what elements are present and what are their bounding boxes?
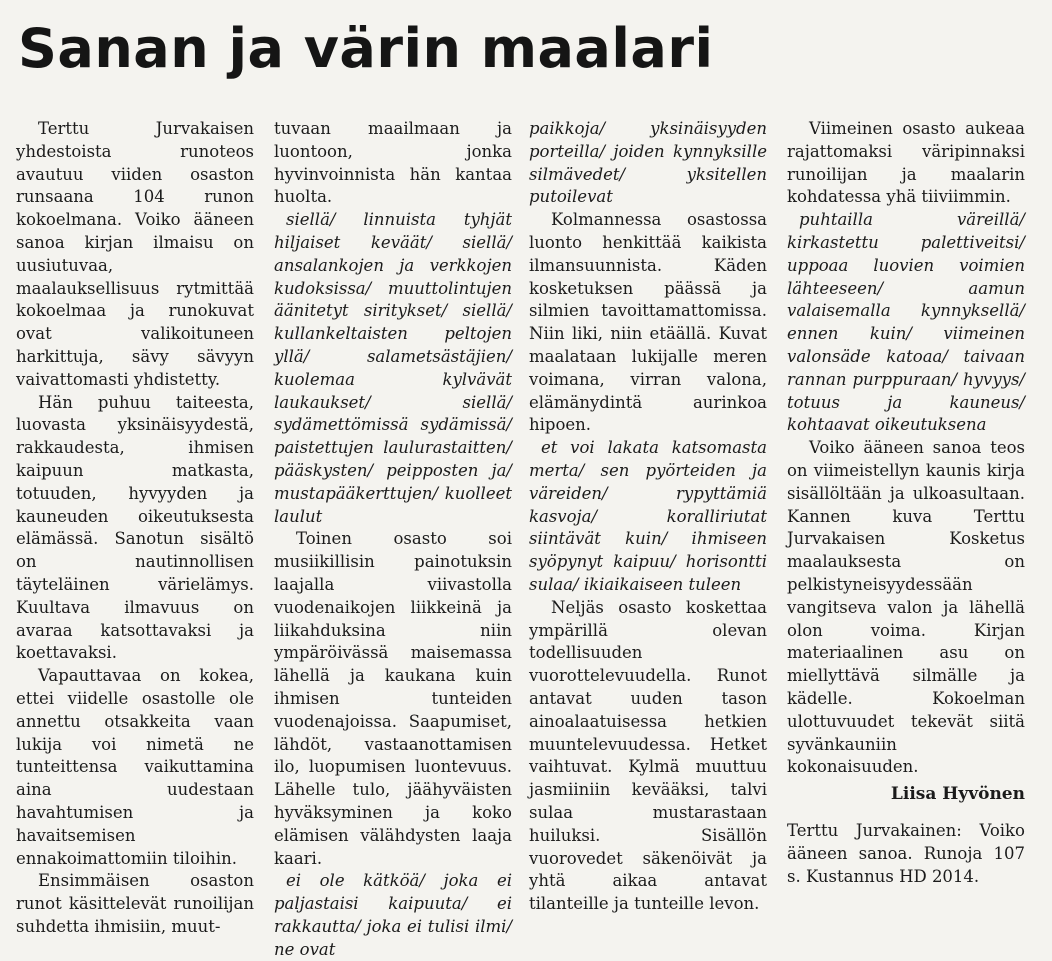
paragraph: Viimeinen osasto aukeaa rajattomaksi väripinnaksi runoilijan ja maalarin kohdatessa yhä tiiviimmin. [787, 119, 1025, 207]
paragraph: Vapauttavaa on kokea, ettei viidelle osastolle ole annettu otsakkeita vaan lukija voi nimetä ne tunteittensa vaikuttamina aina uudestaan havahtumisen ja havaitsemisen ennakoimattomiin tiloihin. [16, 666, 254, 868]
book-info: Terttu Jurvakainen: Voiko ääneen sanoa. Runoja 107 s. Kustannus HD 2014. [787, 820, 1025, 886]
paragraph: Neljäs osasto koskettaa ympärillä olevan todellisuuden vuorottelevuudella. Runot antavat uuden tason ainoalaatuisessa hetkien muuntelevuudessa. Hetket vaihtuvat. Kylmä muuttuu jasmiiniin kevääksi, talvi sulaa mustarastaan huiluksi. Sisällön vuorovedet säkenöivät ja yhtä aikaa antavat tilanteille ja tunteille levon. [529, 597, 767, 914]
paragraph: Kolmannessa osastossa luonto henkittää kaikista ilmansuunnista. Käden kosketuksen päässä ja silmien tavoittamattomissa. Niin liki, niin etäällä. Kuvat maalataan lukijalle meren voimana, virran valona, elämänydintä aurinkoa hipoen. [529, 210, 767, 435]
article-headline: Sanan ja värin maalari [18, 17, 714, 80]
paragraph: Voiko ääneen sanoa teos on viimeistellyn kaunis kirja sisällöltään ja ulkoasultaan. Kannen kuva Terttu Jurvakaisen Kosketus maalauksesta on pelkistyneisyydessään vangitseva valon ja lähellä olon voima. Kirjan materiaalinen asu on miellyttävä silmälle ja kädelle. Kokoelman ulottuvuudet tekevät siitä syvänkauniin kokonaisuuden. [787, 438, 1025, 777]
poem-excerpt: et voi lakata katsomasta merta/ sen pyörteiden ja väreiden/ rypyttämiä kasvoja/ koralliriutat siintävät kuin/ ihmiseen syöpynyt kaipuu/ horisontti sulaa/ ikiaikaiseen tuleen [529, 438, 767, 594]
paragraph: Hän puhuu taiteesta, luovasta yksinäisyydestä, rakkaudesta, ihmisen kaipuun matkasta, totuuden, hyvyyden ja kauneuden oikeutuksesta elämässä. Sanotun sisältö on nautinnollisen täyteläinen värielämys. Kuultava ilmavuus on avaraa katsottavaksi ja koettavaksi. [16, 392, 254, 663]
author-byline: Liisa Hyvönen [890, 784, 1025, 805]
column-3 [529, 118, 767, 916]
poem-excerpt: siellä/ linnuista tyhjät hiljaiset keväät/ siellä/ ansalankojen ja verkkojen kudoksissa/ muuttolintujen äänitetyt siritykset/ siellä/ kullankeltaisten peltojen yllä/ salametsästäjien/ kuolemaa kylvävät laukaukset/ siellä/ sydämettömissä sydämissä/ paistettujen laulurastaitten/ pääskysten/ peipposten ja/ mustapääkerttujen/ kuolleet laulut [274, 210, 512, 526]
paragraph: Terttu Jurvakaisen yhdestoista runoteos avautuu viiden osaston runsaana 104 runon kokoelmana. Voiko ääneen sanoa kirjan ilmaisu on uusiutuvaa, maalauksellisuus rytmittää kokoelmaa ja runokuvat ovat valikoituneen harkittuja, sävy sävyyn vaivattomasti yhdistetty. [16, 119, 254, 389]
poem-excerpt: paikkoja/ yksinäisyyden porteilla/ joiden kynnyksille silmävedet/ yksitellen putoilevat [529, 119, 767, 207]
poem-excerpt: puhtailla väreillä/ kirkastettu palettiveitsi/ uppoaa luovien voimien lähteeseen/ aamun valaisemalla kynnyksellä/ ennen kuin/ viimeinen valonsäde katoaa/ taivaan rannan purppuraan/ hyvyys/ totuus ja kauneus/ kohtaavat oikeutuksena [787, 210, 1025, 435]
paragraph: Toinen osasto soi musiikillisin painotuksin laajalla viivastolla vuodenaikojen liikkeinä ja liikahduksina niin ympäröivässä maisemassa lähellä ja kaukana kuin ihmisen tunteiden vuodenajoissa. Saapumiset, lähdöt, vastaanottamisen ilo, luopumisen luontevuus. Lähelle tulo, jäähyväisten hyväksyminen ja koko elämisen välähdysten laaja kaari. [274, 529, 512, 868]
poem-excerpt: ei ole kätköä/ joka ei paljastaisi kaipuuta/ ei rakkautta/ joka ei tulisi ilmi/ ne ovat [274, 871, 512, 959]
column-1 [16, 118, 254, 939]
column-2 [274, 118, 512, 961]
paragraph: tuvaan maailmaan ja luontoon, jonka hyvinvoinnista hän kantaa huolta. [274, 119, 512, 207]
column-4 [787, 118, 1025, 888]
paragraph: Ensimmäisen osaston runot käsittelevät runoilijan suhdetta ihmisiin, muut- [16, 871, 254, 936]
